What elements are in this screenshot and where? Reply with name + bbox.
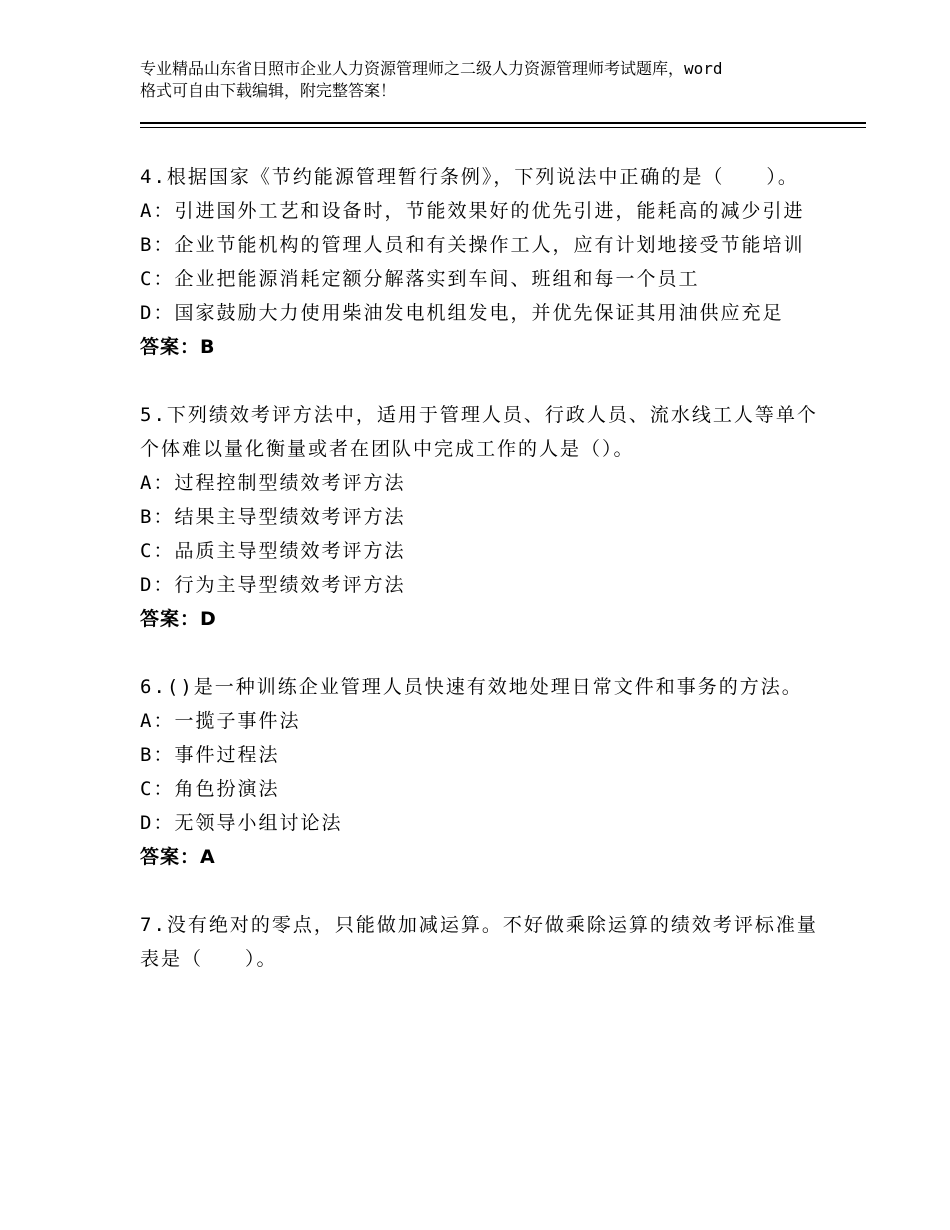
answer-label: 答案：B (140, 336, 216, 358)
question-stem: 7.没有绝对的零点，只能做加减运算。不好做乘除运算的绩效考评标准量表是（ ）。 (140, 914, 818, 970)
question-stem: 5.下列绩效考评方法中，适用于管理人员、行政人员、流水线工人等单个个体难以量化衡量或者在团队中完成工作的人是（）。 (140, 404, 818, 460)
option-c: C：品质主导型绩效考评方法 (140, 540, 406, 562)
answer-label: 答案：A (140, 846, 216, 868)
option-b: B：企业节能机构的管理人员和有关操作工人，应有计划地接受节能培训 (140, 234, 805, 256)
header-line-2: 格式可自由下载编辑，附完整答案！ (140, 81, 397, 100)
option-c: C：企业把能源消耗定额分解落实到车间、班组和每一个员工 (140, 268, 700, 290)
option-a: A：一揽子事件法 (140, 710, 301, 732)
question-5 (140, 398, 820, 636)
header-rule-thick (140, 122, 866, 124)
header-line-1: 专业精品山东省日照市企业人力资源管理师之二级人力资源管理师考试题库，word (140, 59, 723, 78)
header-rule-thin (140, 127, 866, 128)
option-d: D：国家鼓励大力使用柴油发电机组发电，并优先保证其用油供应充足 (140, 302, 784, 324)
answer-label: 答案：D (140, 608, 217, 630)
option-c: C：角色扮演法 (140, 778, 280, 800)
option-b: B：结果主导型绩效考评方法 (140, 506, 406, 528)
option-a: A：引进国外工艺和设备时，节能效果好的优先引进，能耗高的减少引进 (140, 200, 805, 222)
document-header (140, 58, 840, 102)
question-4 (140, 160, 820, 364)
question-7 (140, 908, 820, 976)
question-stem: 4.根据国家《节约能源管理暂行条例》，下列说法中正确的是（ ）。 (140, 166, 799, 188)
question-6 (140, 670, 820, 874)
option-a: A：过程控制型绩效考评方法 (140, 472, 406, 494)
option-b: B：事件过程法 (140, 744, 280, 766)
option-d: D：行为主导型绩效考评方法 (140, 574, 406, 596)
question-stem: 6.()是一种训练企业管理人员快速有效地处理日常文件和事务的方法。 (140, 676, 803, 698)
option-d: D：无领导小组讨论法 (140, 812, 343, 834)
question-list (140, 160, 820, 1010)
